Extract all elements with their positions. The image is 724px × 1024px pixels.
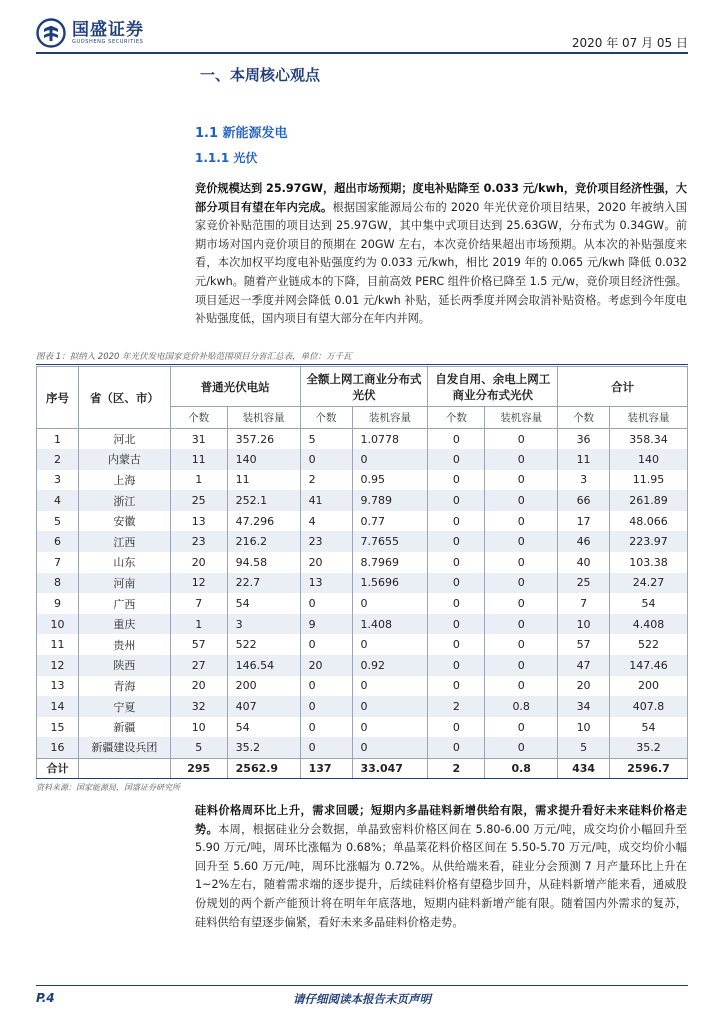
table-cell: 11 [37, 634, 79, 655]
figure-divider [36, 364, 688, 365]
table-row [37, 470, 688, 491]
table-cell: 40 [558, 552, 610, 573]
table-cell: 1.0778 [352, 429, 428, 450]
table-cell: 10 [558, 614, 610, 635]
table-cell: 3 [227, 614, 300, 635]
table-cell: 0 [428, 676, 485, 697]
table-cell: 137 [300, 758, 352, 779]
table-cell: 上海 [78, 470, 170, 491]
table-cell: 9.789 [352, 490, 428, 511]
table-cell: 重庆 [78, 614, 170, 635]
table-cell: 54 [227, 593, 300, 614]
table-cell: 0.8 [485, 758, 558, 779]
table-cell: 0 [428, 655, 485, 676]
table-cell: 4.408 [610, 614, 688, 635]
table-cell: 5 [170, 737, 227, 758]
table-cell: 0 [428, 429, 485, 450]
table-cell: 0 [485, 449, 558, 470]
header-utility-pv: 普通光伏电站 [170, 367, 300, 407]
page-number: P.4 [36, 991, 55, 1005]
table-cell: 47.296 [227, 511, 300, 532]
table-cell: 0 [485, 676, 558, 697]
table-cell: 5 [558, 737, 610, 758]
table-cell: 35.2 [610, 737, 688, 758]
table-cell: 13 [170, 511, 227, 532]
table-cell: 6 [37, 531, 79, 552]
figure-source: 资料来源：国家能源局，国盛证券研究所 [36, 783, 180, 792]
table-cell: 2 [428, 696, 485, 717]
table-cell: 0 [300, 676, 352, 697]
table-cell: 103.38 [610, 552, 688, 573]
table-cell: 20 [170, 676, 227, 697]
table-cell: 48.066 [610, 511, 688, 532]
table-cell: 10 [558, 717, 610, 738]
table-cell: 11 [227, 470, 300, 491]
table-cell: 357.26 [227, 429, 300, 450]
table-cell: 0 [485, 490, 558, 511]
table-cell: 31 [170, 429, 227, 450]
table-cell: 32 [170, 696, 227, 717]
logo-name-cn: 国盛证券 [72, 19, 144, 40]
table-cell: 13 [300, 573, 352, 594]
table-cell: 8.7969 [352, 552, 428, 573]
table-cell: 0 [428, 470, 485, 491]
table-cell: 16 [37, 737, 79, 758]
table-cell: 0 [428, 737, 485, 758]
table-row [37, 614, 688, 635]
table-cell: 35.2 [227, 737, 300, 758]
table-cell: 0 [300, 717, 352, 738]
table-cell: 1 [170, 470, 227, 491]
table-cell: 0 [485, 531, 558, 552]
table-cell: 14 [37, 696, 79, 717]
table-cell: 0 [485, 634, 558, 655]
table-cell: 36 [558, 429, 610, 450]
table-cell: 0 [485, 552, 558, 573]
table-row [37, 573, 688, 594]
subheader-capacity: 装机容量 [352, 407, 428, 429]
table-cell: 青海 [78, 676, 170, 697]
table-cell: 13 [37, 676, 79, 697]
table-cell: 0 [485, 614, 558, 635]
table-cell: 江西 [78, 531, 170, 552]
table-cell: 0 [485, 470, 558, 491]
subsubsection-title: 1.1.1 光伏 [195, 151, 258, 165]
table-cell: 0 [352, 717, 428, 738]
table-cell: 7 [558, 593, 610, 614]
table-cell: 25 [558, 573, 610, 594]
table-cell: 0 [300, 737, 352, 758]
table-cell: 9 [37, 593, 79, 614]
table-cell: 0.92 [352, 655, 428, 676]
table-row [37, 552, 688, 573]
table-cell: 295 [170, 758, 227, 779]
table-cell: 24.27 [610, 573, 688, 594]
table-cell: 9 [300, 614, 352, 635]
table-cell [78, 758, 170, 779]
table-cell: 2562.9 [227, 758, 300, 779]
table-cell: 11.95 [610, 470, 688, 491]
table-cell: 54 [610, 593, 688, 614]
paragraph-pv-bidding [195, 180, 687, 329]
table-cell: 41 [300, 490, 352, 511]
table-row [37, 531, 688, 552]
table-cell: 0.8 [485, 696, 558, 717]
table-cell: 河北 [78, 429, 170, 450]
table-cell: 0 [485, 593, 558, 614]
table-cell: 2 [300, 470, 352, 491]
subheader-capacity: 装机容量 [227, 407, 300, 429]
table-cell: 安徽 [78, 511, 170, 532]
table-cell: 0 [485, 573, 558, 594]
table-cell: 57 [170, 634, 227, 655]
report-date: 2020 年 07 月 05 日 [571, 36, 688, 50]
header-seq: 序号 [37, 367, 79, 429]
table-cell: 浙江 [78, 490, 170, 511]
subheader-capacity: 装机容量 [485, 407, 558, 429]
table-cell: 11 [170, 449, 227, 470]
table-row [37, 655, 688, 676]
table-row [37, 449, 688, 470]
table-cell: 陕西 [78, 655, 170, 676]
table-cell: 0 [428, 614, 485, 635]
table-cell: 0 [352, 676, 428, 697]
table-row [37, 490, 688, 511]
table-cell: 3 [558, 470, 610, 491]
logo-name-en: GUOSHENG SECURITIES [72, 38, 144, 45]
table-cell: 1 [37, 429, 79, 450]
table-cell: 0 [485, 737, 558, 758]
table-row [37, 634, 688, 655]
table-cell: 0 [485, 655, 558, 676]
table-cell: 河南 [78, 573, 170, 594]
table-cell: 0 [428, 490, 485, 511]
table-cell: 5 [300, 429, 352, 450]
table-cell: 2 [428, 758, 485, 779]
table-cell: 434 [558, 758, 610, 779]
table-cell: 新疆 [78, 717, 170, 738]
table-cell: 4 [37, 490, 79, 511]
table-cell: 223.97 [610, 531, 688, 552]
table-cell: 522 [610, 634, 688, 655]
table-total-row [37, 758, 688, 779]
table-cell: 内蒙古 [78, 449, 170, 470]
total-label: 合计 [37, 758, 79, 779]
table-cell: 94.58 [227, 552, 300, 573]
table-cell: 140 [227, 449, 300, 470]
table-cell: 0 [352, 593, 428, 614]
table-cell: 23 [170, 531, 227, 552]
subheader-count: 个数 [170, 407, 227, 429]
table-cell: 0 [428, 511, 485, 532]
table-cell: 5 [37, 511, 79, 532]
table-cell: 20 [170, 552, 227, 573]
table-cell: 0 [352, 696, 428, 717]
paragraph-lead: 硅料价格周环比上升，需求回暖；短期内多晶硅料新增供给有限，需求提升看好未来硅料价格走势。 [195, 804, 687, 836]
table-cell: 34 [558, 696, 610, 717]
table-cell: 0 [300, 634, 352, 655]
table-cell: 0 [428, 717, 485, 738]
table-cell: 25 [170, 490, 227, 511]
table-cell: 0 [485, 511, 558, 532]
table-cell: 0.95 [352, 470, 428, 491]
table-cell: 261.89 [610, 490, 688, 511]
table-cell: 252.1 [227, 490, 300, 511]
table-cell: 0 [485, 717, 558, 738]
table-cell: 22.7 [227, 573, 300, 594]
table-cell: 47 [558, 655, 610, 676]
table-cell: 20 [300, 655, 352, 676]
paragraph-silicon-price [195, 802, 687, 932]
table-cell: 12 [37, 655, 79, 676]
footer-divider [36, 985, 688, 986]
table-cell: 7 [37, 552, 79, 573]
table-cell: 12 [170, 573, 227, 594]
paragraph-body: 本周，根据硅业分会数据，单晶致密料价格区间在 5.80-6.00 万元/吨，成交均价小幅回升至 5.90 万元/吨，周环比涨幅为 0.68%；单晶菜花料价格区间在 5.50-5.70 万元/吨，成交均价小幅回升至 5.60 万元/吨，周环比涨幅为 0.72%。从供给端来看，硅业分会预测 7 月产量环比上升在 1~2%左右，随着需求端的逐步提升，后续硅料价格有望稳步回升，从硅料新增产能来看，通威股份规划的两个新产能预计将在明年年底落地，短期内硅料新增产能有限。随着国内外需求的复苏，硅料供给有望逐步偏紧，看好未来多晶硅料价格走势。 [195, 822, 687, 929]
subheader-capacity: 装机容量 [610, 407, 688, 429]
table-cell: 0 [352, 634, 428, 655]
table-cell: 358.34 [610, 429, 688, 450]
table-cell: 0 [352, 737, 428, 758]
table-row [37, 593, 688, 614]
table-row [37, 429, 688, 450]
figure-caption: 图表 1：拟纳入 2020 年光伏发电国家竞价补贴范围项目分省汇总表，单位：万千瓦 [36, 352, 352, 362]
table-cell: 46 [558, 531, 610, 552]
table-cell: 23 [300, 531, 352, 552]
header-province: 省（区、市） [78, 367, 170, 429]
table-cell: 216.2 [227, 531, 300, 552]
paragraph-body: 根据国家能源局公布的 2020 年光伏竞价项目结果，2020 年被纳入国家竞价补贴范围的项目达到 25.97GW，其中集中式项目达到 25.63GW，分布式为 0.34GW。前期市场对国内竞价项目的预期在 20GW 左右，本次竞价结果超出市场预期。从本次的补贴强度来看，本次加权平均度电补贴强度约为 0.033 元/kwh，相比 2019 年的 0.065 元/kwh 降低 0.032 元/kwh。随着产业链成本的下降，目前高效 PERC 组件价格已降至 1.5 元/w，竞价项目经济性强。项目延迟一季度并网会降低 0.01 元/kwh 补贴，延长两季度并网会取消补贴资格。考虑到今年度电补贴强度低，国内项目有望大部分在年内并网。 [195, 200, 687, 326]
table-cell: 0 [300, 449, 352, 470]
table-cell: 3 [37, 470, 79, 491]
table-cell: 0 [428, 449, 485, 470]
table-cell: 407.8 [610, 696, 688, 717]
table-cell: 200 [610, 676, 688, 697]
guosheng-logo-icon [36, 18, 66, 48]
table-cell: 0 [300, 593, 352, 614]
table-cell: 407 [227, 696, 300, 717]
bidding-projects-table [36, 366, 688, 779]
table-cell: 17 [558, 511, 610, 532]
header-total: 合计 [558, 367, 688, 407]
table-cell: 1 [170, 614, 227, 635]
header-self-use-distributed-pv: 自发自用、余电上网工商业分布式光伏 [428, 367, 558, 407]
table-cell: 7.7655 [352, 531, 428, 552]
table-row [37, 511, 688, 532]
table-cell: 8 [37, 573, 79, 594]
table-row [37, 676, 688, 697]
table-cell: 140 [610, 449, 688, 470]
table-cell: 57 [558, 634, 610, 655]
table-row [37, 737, 688, 758]
company-logo [36, 18, 144, 48]
table-cell: 1.5696 [352, 573, 428, 594]
subheader-count: 个数 [300, 407, 352, 429]
subheader-count: 个数 [428, 407, 485, 429]
table-cell: 广西 [78, 593, 170, 614]
footer-disclaimer: 请仔细阅读本报告末页声明 [293, 992, 431, 1006]
table-cell: 4 [300, 511, 352, 532]
paragraph-lead: 竞价规模达到 25.97GW，超出市场预期；度电补贴降至 0.033 元/kwh，竞价项目经济性强，大部分项目有望在年内完成。 [195, 182, 687, 214]
table-cell: 0 [428, 573, 485, 594]
section-title: 一、本周核心观点 [200, 66, 321, 84]
subsection-title: 1.1 新能源发电 [195, 126, 288, 141]
page-header [36, 18, 688, 52]
table-cell: 0 [352, 449, 428, 470]
table-cell: 0.77 [352, 511, 428, 532]
table-cell: 新疆建设兵团 [78, 737, 170, 758]
table-row [37, 696, 688, 717]
table-cell: 2 [37, 449, 79, 470]
table-cell: 20 [558, 676, 610, 697]
table-cell: 0 [428, 593, 485, 614]
table-cell: 0 [428, 552, 485, 573]
table-cell: 10 [37, 614, 79, 635]
table-cell: 0 [300, 696, 352, 717]
table-cell: 54 [227, 717, 300, 738]
header-divider [36, 52, 688, 54]
table-cell: 147.46 [610, 655, 688, 676]
subheader-count: 个数 [558, 407, 610, 429]
table-cell: 0 [485, 429, 558, 450]
table-cell: 1.408 [352, 614, 428, 635]
table-cell: 0 [428, 531, 485, 552]
table-cell: 66 [558, 490, 610, 511]
table-cell: 15 [37, 717, 79, 738]
table-cell: 7 [170, 593, 227, 614]
table-cell: 10 [170, 717, 227, 738]
table-cell: 2596.7 [610, 758, 688, 779]
table-cell: 33.047 [352, 758, 428, 779]
table-cell: 宁夏 [78, 696, 170, 717]
table-cell: 200 [227, 676, 300, 697]
table-cell: 146.54 [227, 655, 300, 676]
table-cell: 山东 [78, 552, 170, 573]
table-row [37, 717, 688, 738]
table-cell: 27 [170, 655, 227, 676]
header-full-grid-distributed-pv: 全额上网工商业分布式光伏 [300, 367, 428, 407]
table-cell: 20 [300, 552, 352, 573]
table-cell: 11 [558, 449, 610, 470]
table-cell: 0 [428, 634, 485, 655]
table-cell: 54 [610, 717, 688, 738]
table-cell: 贵州 [78, 634, 170, 655]
table-cell: 522 [227, 634, 300, 655]
